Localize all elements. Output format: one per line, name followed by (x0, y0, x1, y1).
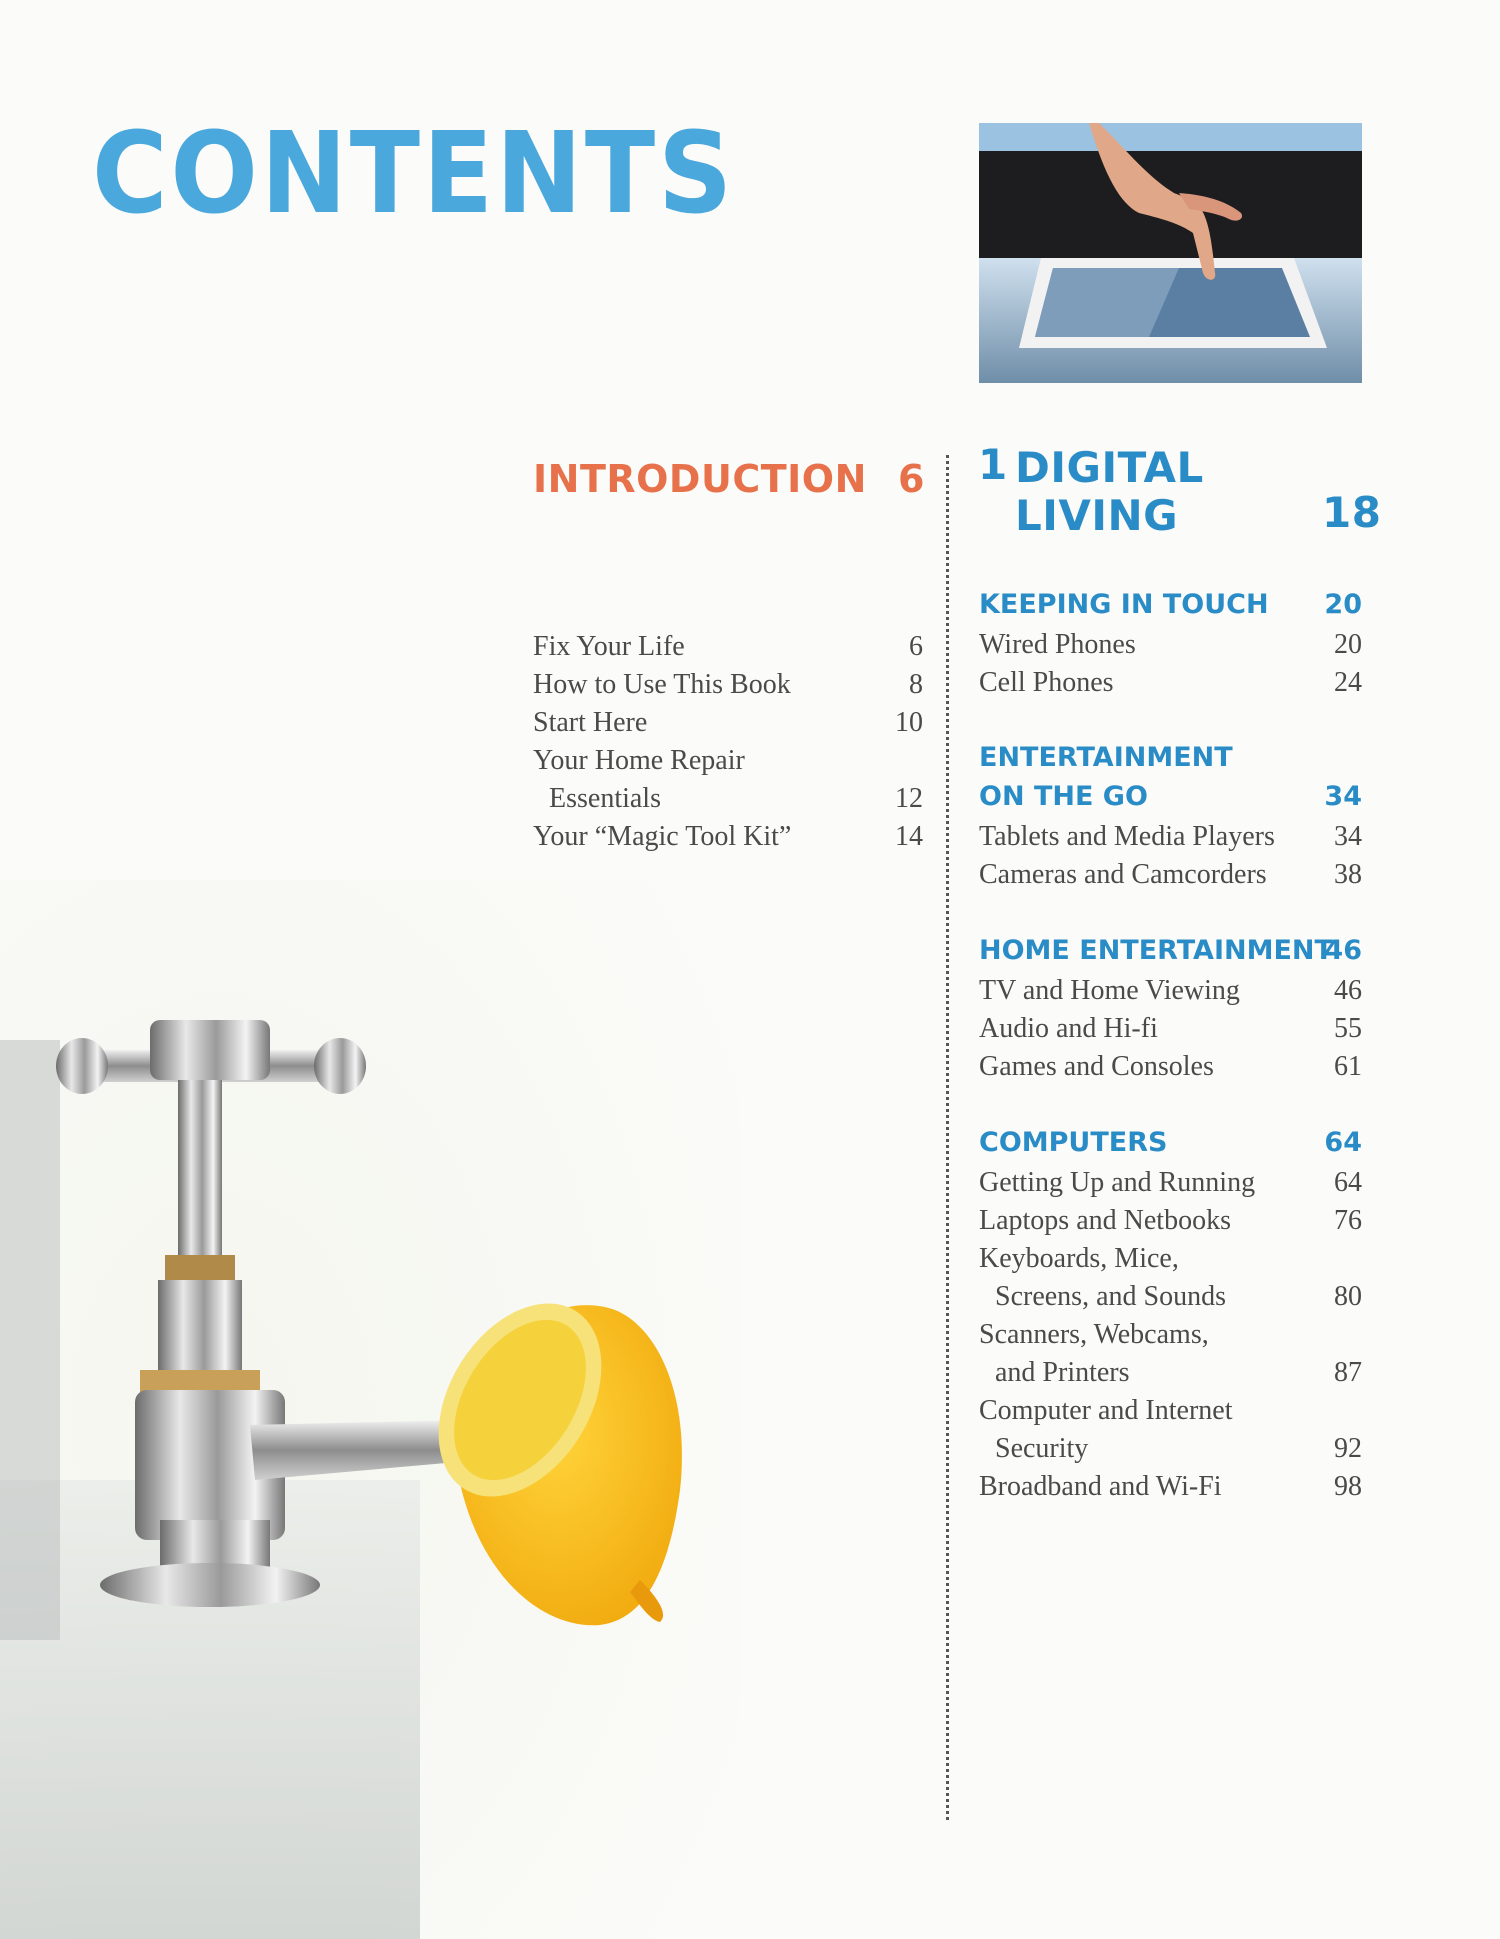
toc-entry-page: 55 (1334, 1013, 1362, 1044)
toc-entry-page: 10 (895, 707, 923, 738)
section-heading-page: 20 (1324, 589, 1362, 620)
toc-entry[interactable] (979, 1392, 1362, 1430)
toc-entry-page: 8 (909, 669, 923, 700)
toc-entry-label: Scanners, Webcams, (979, 1319, 1209, 1350)
section-heading[interactable] (979, 586, 1362, 624)
toc-entry-page: 38 (1334, 859, 1362, 890)
toc-entry[interactable] (533, 742, 923, 780)
chapter-title (1015, 444, 1204, 540)
section-heading[interactable] (979, 778, 1362, 816)
toc-entry[interactable] (979, 818, 1362, 856)
toc-entry[interactable] (533, 666, 923, 704)
toc-entry-label: Your “Magic Tool Kit” (533, 821, 792, 852)
section-heading-line1: ENTERTAINMENT (979, 742, 1233, 773)
toc-entry-page: 87 (1334, 1357, 1362, 1388)
toc-entry-label: Computer and Internet (979, 1395, 1233, 1426)
toc-entry-label: Screens, and Sounds (995, 1281, 1226, 1312)
toc-entry[interactable] (979, 1240, 1362, 1278)
section-heading-label: COMPUTERS (979, 1127, 1168, 1158)
toc-entry[interactable] (533, 780, 923, 818)
toc-entry-label: Cameras and Camcorders (979, 859, 1267, 890)
toc-entry-label: Security (995, 1433, 1089, 1464)
toc-entry-label: Getting Up and Running (979, 1167, 1256, 1198)
toc-entry[interactable] (533, 704, 923, 742)
toc-entry[interactable] (979, 856, 1362, 894)
toc-entry[interactable] (979, 1048, 1362, 1086)
section-heading-label: KEEPING IN TOUCH (979, 589, 1269, 620)
toc-entry-label: Cell Phones (979, 667, 1114, 698)
toc-entry[interactable] (979, 1468, 1362, 1506)
toc-entry-label: Essentials (549, 783, 661, 814)
page-title: CONTENTS (92, 109, 735, 239)
tablet-touch-photo (979, 123, 1362, 383)
toc-entry-label: Keyboards, Mice, (979, 1243, 1179, 1274)
chapter-title-line1: DIGITAL (1015, 443, 1204, 492)
column-divider (946, 455, 949, 1820)
toc-entry-label: Broadband and Wi-Fi (979, 1471, 1222, 1502)
toc-entry-label: Start Here (533, 707, 648, 738)
toc-entry[interactable] (979, 1316, 1362, 1354)
toc-entry-page: 34 (1334, 821, 1362, 852)
section-heading-page: 46 (1324, 935, 1362, 966)
toc-entry[interactable] (533, 818, 923, 856)
toc-entry-label: Audio and Hi-fi (979, 1013, 1158, 1044)
section-heading-page: 64 (1324, 1127, 1362, 1158)
introduction-page: 6 (898, 457, 925, 501)
section-heading[interactable] (979, 1124, 1362, 1162)
toc-entry-page: 76 (1334, 1205, 1362, 1236)
section-heading-page: 34 (1324, 781, 1362, 812)
chapter-page: 18 (1322, 488, 1382, 537)
toc-entry-page: 80 (1334, 1281, 1362, 1312)
toc-entry-label: Tablets and Media Players (979, 821, 1275, 852)
toc-entry-label: Fix Your Life (533, 631, 685, 662)
lemon-on-faucet-photo (0, 880, 740, 1939)
toc-entry-label: Your Home Repair (533, 745, 745, 776)
toc-entry-page: 92 (1334, 1433, 1362, 1464)
toc-entry[interactable] (979, 1430, 1362, 1468)
toc-entry-label: How to Use This Book (533, 669, 791, 700)
toc-entry-page: 61 (1334, 1051, 1362, 1082)
section-heading[interactable] (979, 932, 1362, 970)
toc-entry-page: 14 (895, 821, 923, 852)
toc-entry[interactable] (979, 626, 1362, 664)
toc-entry-label: Laptops and Netbooks (979, 1205, 1231, 1236)
toc-entry-page: 12 (895, 783, 923, 814)
toc-entry-page: 64 (1334, 1167, 1362, 1198)
toc-entry[interactable] (979, 1354, 1362, 1392)
toc-entry-label: and Printers (995, 1357, 1130, 1388)
toc-entry[interactable] (979, 1202, 1362, 1240)
toc-entry[interactable] (979, 972, 1362, 1010)
toc-entry-page: 98 (1334, 1471, 1362, 1502)
chapter-title-line2: LIVING (1015, 491, 1179, 540)
toc-entry[interactable] (979, 1010, 1362, 1048)
toc-entry[interactable] (979, 1278, 1362, 1316)
toc-entry-page: 46 (1334, 975, 1362, 1006)
section-heading-label: ON THE GO (979, 781, 1148, 812)
toc-entry-label: Wired Phones (979, 629, 1136, 660)
toc-entry-page: 6 (909, 631, 923, 662)
section-heading-label: HOME ENTERTAINMENT (979, 935, 1333, 966)
toc-entry-label: TV and Home Viewing (979, 975, 1240, 1006)
toc-entry-label: Games and Consoles (979, 1051, 1214, 1082)
toc-entry[interactable] (979, 1164, 1362, 1202)
introduction-heading: INTRODUCTION (533, 457, 867, 501)
toc-entry[interactable] (533, 628, 923, 666)
toc-entry-page: 20 (1334, 629, 1362, 660)
toc-entry-page: 24 (1334, 667, 1362, 698)
chapter-number: 1 (978, 440, 1008, 489)
toc-entry[interactable] (979, 664, 1362, 702)
